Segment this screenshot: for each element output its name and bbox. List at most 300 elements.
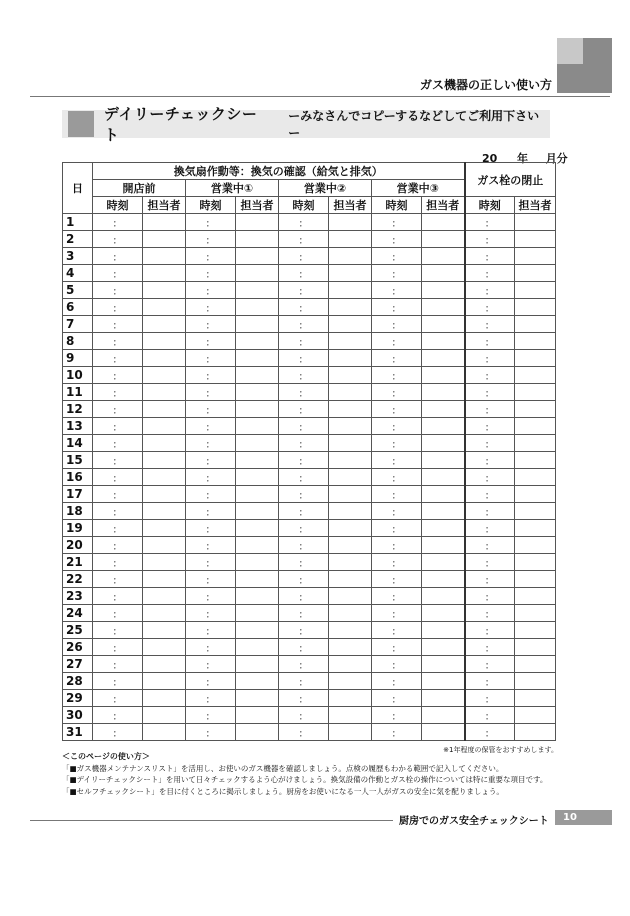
time-cell[interactable]: ：: [279, 452, 329, 469]
time-cell[interactable]: ：: [186, 316, 236, 333]
time-cell[interactable]: ：: [186, 384, 236, 401]
time-cell[interactable]: ：: [465, 469, 515, 486]
person-cell[interactable]: [329, 673, 372, 690]
person-cell[interactable]: [236, 571, 279, 588]
time-cell[interactable]: ：: [93, 299, 143, 316]
time-cell[interactable]: ：: [372, 367, 422, 384]
time-cell[interactable]: ：: [372, 384, 422, 401]
time-cell[interactable]: ：: [372, 418, 422, 435]
time-cell[interactable]: ：: [465, 299, 515, 316]
person-cell[interactable]: [515, 656, 556, 673]
person-cell[interactable]: [143, 639, 186, 656]
person-cell[interactable]: [515, 452, 556, 469]
time-cell[interactable]: ：: [93, 656, 143, 673]
person-cell[interactable]: [515, 707, 556, 724]
person-cell[interactable]: [422, 367, 465, 384]
person-cell[interactable]: [236, 316, 279, 333]
person-cell[interactable]: [236, 639, 279, 656]
person-cell[interactable]: [422, 316, 465, 333]
time-cell[interactable]: ：: [93, 367, 143, 384]
person-cell[interactable]: [422, 265, 465, 282]
time-cell[interactable]: ：: [465, 486, 515, 503]
time-cell[interactable]: ：: [465, 690, 515, 707]
person-cell[interactable]: [515, 690, 556, 707]
time-cell[interactable]: ：: [372, 554, 422, 571]
time-cell[interactable]: ：: [279, 299, 329, 316]
person-cell[interactable]: [515, 486, 556, 503]
person-cell[interactable]: [236, 622, 279, 639]
person-cell[interactable]: [236, 690, 279, 707]
time-cell[interactable]: ：: [279, 486, 329, 503]
time-cell[interactable]: ：: [279, 656, 329, 673]
person-cell[interactable]: [422, 503, 465, 520]
person-cell[interactable]: [515, 724, 556, 741]
person-cell[interactable]: [236, 520, 279, 537]
time-cell[interactable]: ：: [186, 571, 236, 588]
time-cell[interactable]: ：: [93, 452, 143, 469]
time-cell[interactable]: ：: [93, 503, 143, 520]
person-cell[interactable]: [329, 384, 372, 401]
person-cell[interactable]: [236, 656, 279, 673]
person-cell[interactable]: [515, 520, 556, 537]
person-cell[interactable]: [329, 503, 372, 520]
person-cell[interactable]: [515, 418, 556, 435]
person-cell[interactable]: [329, 690, 372, 707]
person-cell[interactable]: [329, 316, 372, 333]
person-cell[interactable]: [143, 673, 186, 690]
person-cell[interactable]: [422, 469, 465, 486]
time-cell[interactable]: ：: [372, 605, 422, 622]
time-cell[interactable]: ：: [279, 435, 329, 452]
person-cell[interactable]: [422, 231, 465, 248]
person-cell[interactable]: [515, 537, 556, 554]
time-cell[interactable]: ：: [186, 622, 236, 639]
time-cell[interactable]: ：: [279, 214, 329, 231]
time-cell[interactable]: ：: [186, 231, 236, 248]
person-cell[interactable]: [143, 690, 186, 707]
person-cell[interactable]: [143, 622, 186, 639]
person-cell[interactable]: [422, 333, 465, 350]
time-cell[interactable]: ：: [372, 707, 422, 724]
time-cell[interactable]: ：: [93, 418, 143, 435]
person-cell[interactable]: [422, 248, 465, 265]
time-cell[interactable]: ：: [465, 656, 515, 673]
person-cell[interactable]: [236, 554, 279, 571]
person-cell[interactable]: [422, 435, 465, 452]
person-cell[interactable]: [329, 656, 372, 673]
person-cell[interactable]: [143, 554, 186, 571]
time-cell[interactable]: ：: [465, 571, 515, 588]
time-cell[interactable]: ：: [465, 350, 515, 367]
time-cell[interactable]: ：: [465, 401, 515, 418]
time-cell[interactable]: ：: [186, 656, 236, 673]
person-cell[interactable]: [329, 707, 372, 724]
time-cell[interactable]: ：: [279, 469, 329, 486]
person-cell[interactable]: [143, 435, 186, 452]
person-cell[interactable]: [422, 350, 465, 367]
time-cell[interactable]: ：: [93, 248, 143, 265]
time-cell[interactable]: ：: [93, 316, 143, 333]
person-cell[interactable]: [329, 299, 372, 316]
time-cell[interactable]: ：: [186, 503, 236, 520]
time-cell[interactable]: ：: [465, 673, 515, 690]
person-cell[interactable]: [515, 350, 556, 367]
time-cell[interactable]: ：: [372, 622, 422, 639]
person-cell[interactable]: [515, 588, 556, 605]
person-cell[interactable]: [515, 214, 556, 231]
person-cell[interactable]: [329, 486, 372, 503]
person-cell[interactable]: [515, 401, 556, 418]
time-cell[interactable]: ：: [465, 384, 515, 401]
person-cell[interactable]: [329, 520, 372, 537]
person-cell[interactable]: [422, 707, 465, 724]
person-cell[interactable]: [515, 384, 556, 401]
time-cell[interactable]: ：: [186, 690, 236, 707]
time-cell[interactable]: ：: [465, 503, 515, 520]
time-cell[interactable]: ：: [93, 707, 143, 724]
person-cell[interactable]: [236, 605, 279, 622]
time-cell[interactable]: ：: [372, 282, 422, 299]
person-cell[interactable]: [515, 554, 556, 571]
person-cell[interactable]: [143, 486, 186, 503]
time-cell[interactable]: ：: [279, 248, 329, 265]
person-cell[interactable]: [143, 350, 186, 367]
person-cell[interactable]: [422, 724, 465, 741]
person-cell[interactable]: [236, 435, 279, 452]
time-cell[interactable]: ：: [186, 639, 236, 656]
time-cell[interactable]: ：: [93, 622, 143, 639]
person-cell[interactable]: [422, 452, 465, 469]
time-cell[interactable]: ：: [372, 401, 422, 418]
time-cell[interactable]: ：: [465, 282, 515, 299]
person-cell[interactable]: [515, 299, 556, 316]
person-cell[interactable]: [143, 299, 186, 316]
time-cell[interactable]: ：: [186, 282, 236, 299]
person-cell[interactable]: [236, 503, 279, 520]
time-cell[interactable]: ：: [186, 724, 236, 741]
time-cell[interactable]: ：: [93, 537, 143, 554]
person-cell[interactable]: [143, 724, 186, 741]
time-cell[interactable]: ：: [186, 350, 236, 367]
time-cell[interactable]: ：: [93, 333, 143, 350]
person-cell[interactable]: [422, 299, 465, 316]
person-cell[interactable]: [515, 265, 556, 282]
time-cell[interactable]: ：: [186, 401, 236, 418]
time-cell[interactable]: ：: [186, 214, 236, 231]
time-cell[interactable]: ：: [279, 639, 329, 656]
person-cell[interactable]: [515, 316, 556, 333]
person-cell[interactable]: [422, 605, 465, 622]
time-cell[interactable]: ：: [372, 639, 422, 656]
time-cell[interactable]: ：: [186, 265, 236, 282]
time-cell[interactable]: ：: [465, 435, 515, 452]
person-cell[interactable]: [143, 367, 186, 384]
time-cell[interactable]: ：: [279, 367, 329, 384]
person-cell[interactable]: [329, 265, 372, 282]
time-cell[interactable]: ：: [279, 690, 329, 707]
person-cell[interactable]: [329, 248, 372, 265]
time-cell[interactable]: ：: [93, 282, 143, 299]
time-cell[interactable]: ：: [93, 639, 143, 656]
person-cell[interactable]: [329, 231, 372, 248]
time-cell[interactable]: ：: [279, 503, 329, 520]
person-cell[interactable]: [236, 265, 279, 282]
time-cell[interactable]: ：: [279, 282, 329, 299]
person-cell[interactable]: [515, 367, 556, 384]
time-cell[interactable]: ：: [465, 554, 515, 571]
time-cell[interactable]: ：: [279, 265, 329, 282]
person-cell[interactable]: [329, 469, 372, 486]
time-cell[interactable]: ：: [279, 333, 329, 350]
person-cell[interactable]: [143, 282, 186, 299]
person-cell[interactable]: [143, 231, 186, 248]
person-cell[interactable]: [143, 571, 186, 588]
time-cell[interactable]: ：: [279, 520, 329, 537]
time-cell[interactable]: ：: [465, 248, 515, 265]
time-cell[interactable]: ：: [93, 520, 143, 537]
time-cell[interactable]: ：: [465, 537, 515, 554]
time-cell[interactable]: ：: [279, 418, 329, 435]
person-cell[interactable]: [329, 724, 372, 741]
person-cell[interactable]: [143, 520, 186, 537]
person-cell[interactable]: [329, 435, 372, 452]
time-cell[interactable]: ：: [372, 333, 422, 350]
person-cell[interactable]: [329, 282, 372, 299]
time-cell[interactable]: ：: [372, 656, 422, 673]
time-cell[interactable]: ：: [372, 231, 422, 248]
person-cell[interactable]: [329, 333, 372, 350]
person-cell[interactable]: [143, 316, 186, 333]
person-cell[interactable]: [143, 333, 186, 350]
person-cell[interactable]: [422, 537, 465, 554]
person-cell[interactable]: [329, 537, 372, 554]
person-cell[interactable]: [422, 486, 465, 503]
person-cell[interactable]: [329, 554, 372, 571]
person-cell[interactable]: [143, 537, 186, 554]
time-cell[interactable]: ：: [279, 316, 329, 333]
time-cell[interactable]: ：: [279, 588, 329, 605]
person-cell[interactable]: [422, 520, 465, 537]
time-cell[interactable]: ：: [372, 435, 422, 452]
person-cell[interactable]: [422, 622, 465, 639]
time-cell[interactable]: ：: [279, 537, 329, 554]
time-cell[interactable]: ：: [372, 690, 422, 707]
person-cell[interactable]: [236, 299, 279, 316]
time-cell[interactable]: ：: [465, 724, 515, 741]
person-cell[interactable]: [236, 384, 279, 401]
time-cell[interactable]: ：: [186, 299, 236, 316]
person-cell[interactable]: [329, 214, 372, 231]
time-cell[interactable]: ：: [372, 265, 422, 282]
time-cell[interactable]: ：: [465, 316, 515, 333]
time-cell[interactable]: ：: [372, 520, 422, 537]
person-cell[interactable]: [236, 231, 279, 248]
person-cell[interactable]: [422, 554, 465, 571]
time-cell[interactable]: ：: [465, 588, 515, 605]
person-cell[interactable]: [515, 673, 556, 690]
time-cell[interactable]: ：: [186, 333, 236, 350]
time-cell[interactable]: ：: [465, 622, 515, 639]
time-cell[interactable]: ：: [465, 214, 515, 231]
person-cell[interactable]: [143, 503, 186, 520]
person-cell[interactable]: [236, 469, 279, 486]
person-cell[interactable]: [515, 231, 556, 248]
time-cell[interactable]: ：: [465, 707, 515, 724]
person-cell[interactable]: [422, 282, 465, 299]
person-cell[interactable]: [329, 639, 372, 656]
person-cell[interactable]: [236, 537, 279, 554]
person-cell[interactable]: [236, 673, 279, 690]
time-cell[interactable]: ：: [465, 605, 515, 622]
person-cell[interactable]: [515, 622, 556, 639]
time-cell[interactable]: ：: [372, 452, 422, 469]
time-cell[interactable]: ：: [465, 418, 515, 435]
person-cell[interactable]: [329, 588, 372, 605]
time-cell[interactable]: ：: [465, 452, 515, 469]
time-cell[interactable]: ：: [465, 265, 515, 282]
time-cell[interactable]: ：: [372, 571, 422, 588]
person-cell[interactable]: [422, 588, 465, 605]
time-cell[interactable]: ：: [93, 724, 143, 741]
time-cell[interactable]: ：: [279, 554, 329, 571]
person-cell[interactable]: [143, 401, 186, 418]
time-cell[interactable]: ：: [186, 469, 236, 486]
person-cell[interactable]: [236, 214, 279, 231]
time-cell[interactable]: ：: [186, 435, 236, 452]
time-cell[interactable]: ：: [93, 265, 143, 282]
person-cell[interactable]: [422, 401, 465, 418]
time-cell[interactable]: ：: [186, 673, 236, 690]
time-cell[interactable]: ：: [279, 605, 329, 622]
person-cell[interactable]: [143, 418, 186, 435]
person-cell[interactable]: [143, 588, 186, 605]
person-cell[interactable]: [143, 214, 186, 231]
time-cell[interactable]: ：: [465, 367, 515, 384]
person-cell[interactable]: [236, 486, 279, 503]
person-cell[interactable]: [515, 605, 556, 622]
time-cell[interactable]: ：: [372, 469, 422, 486]
person-cell[interactable]: [422, 418, 465, 435]
time-cell[interactable]: ：: [186, 537, 236, 554]
person-cell[interactable]: [143, 452, 186, 469]
person-cell[interactable]: [236, 350, 279, 367]
time-cell[interactable]: ：: [93, 231, 143, 248]
person-cell[interactable]: [236, 707, 279, 724]
person-cell[interactable]: [143, 707, 186, 724]
person-cell[interactable]: [236, 401, 279, 418]
time-cell[interactable]: ：: [465, 333, 515, 350]
time-cell[interactable]: ：: [372, 588, 422, 605]
time-cell[interactable]: ：: [372, 486, 422, 503]
time-cell[interactable]: ：: [279, 571, 329, 588]
time-cell[interactable]: ：: [372, 724, 422, 741]
time-cell[interactable]: ：: [372, 299, 422, 316]
person-cell[interactable]: [329, 418, 372, 435]
person-cell[interactable]: [515, 571, 556, 588]
person-cell[interactable]: [515, 503, 556, 520]
time-cell[interactable]: ：: [93, 690, 143, 707]
time-cell[interactable]: ：: [279, 231, 329, 248]
time-cell[interactable]: ：: [93, 673, 143, 690]
time-cell[interactable]: ：: [186, 367, 236, 384]
time-cell[interactable]: ：: [93, 214, 143, 231]
person-cell[interactable]: [422, 384, 465, 401]
person-cell[interactable]: [143, 469, 186, 486]
person-cell[interactable]: [422, 639, 465, 656]
person-cell[interactable]: [515, 435, 556, 452]
time-cell[interactable]: ：: [372, 350, 422, 367]
person-cell[interactable]: [236, 452, 279, 469]
time-cell[interactable]: ：: [279, 622, 329, 639]
time-cell[interactable]: ：: [279, 350, 329, 367]
person-cell[interactable]: [422, 673, 465, 690]
time-cell[interactable]: ：: [186, 520, 236, 537]
person-cell[interactable]: [236, 248, 279, 265]
time-cell[interactable]: ：: [186, 588, 236, 605]
person-cell[interactable]: [515, 639, 556, 656]
time-cell[interactable]: ：: [186, 707, 236, 724]
time-cell[interactable]: ：: [372, 537, 422, 554]
time-cell[interactable]: ：: [279, 724, 329, 741]
person-cell[interactable]: [143, 605, 186, 622]
time-cell[interactable]: ：: [279, 707, 329, 724]
time-cell[interactable]: ：: [372, 503, 422, 520]
person-cell[interactable]: [515, 248, 556, 265]
time-cell[interactable]: ：: [93, 571, 143, 588]
time-cell[interactable]: ：: [465, 231, 515, 248]
time-cell[interactable]: ：: [93, 588, 143, 605]
time-cell[interactable]: ：: [186, 554, 236, 571]
time-cell[interactable]: ：: [465, 520, 515, 537]
person-cell[interactable]: [422, 656, 465, 673]
time-cell[interactable]: ：: [186, 605, 236, 622]
person-cell[interactable]: [515, 282, 556, 299]
person-cell[interactable]: [143, 248, 186, 265]
person-cell[interactable]: [143, 656, 186, 673]
time-cell[interactable]: ：: [186, 248, 236, 265]
time-cell[interactable]: ：: [93, 605, 143, 622]
time-cell[interactable]: ：: [93, 350, 143, 367]
person-cell[interactable]: [422, 690, 465, 707]
time-cell[interactable]: ：: [93, 435, 143, 452]
person-cell[interactable]: [515, 469, 556, 486]
person-cell[interactable]: [329, 350, 372, 367]
time-cell[interactable]: ：: [372, 673, 422, 690]
person-cell[interactable]: [143, 265, 186, 282]
time-cell[interactable]: ：: [186, 486, 236, 503]
person-cell[interactable]: [329, 622, 372, 639]
time-cell[interactable]: ：: [93, 401, 143, 418]
time-cell[interactable]: ：: [186, 418, 236, 435]
time-cell[interactable]: ：: [93, 486, 143, 503]
person-cell[interactable]: [236, 333, 279, 350]
time-cell[interactable]: ：: [186, 452, 236, 469]
time-cell[interactable]: ：: [372, 248, 422, 265]
time-cell[interactable]: ：: [372, 214, 422, 231]
person-cell[interactable]: [143, 384, 186, 401]
person-cell[interactable]: [329, 367, 372, 384]
person-cell[interactable]: [236, 724, 279, 741]
time-cell[interactable]: ：: [372, 316, 422, 333]
time-cell[interactable]: ：: [279, 384, 329, 401]
person-cell[interactable]: [422, 214, 465, 231]
person-cell[interactable]: [329, 452, 372, 469]
time-cell[interactable]: ：: [279, 401, 329, 418]
time-cell[interactable]: ：: [93, 469, 143, 486]
time-cell[interactable]: ：: [93, 554, 143, 571]
person-cell[interactable]: [329, 571, 372, 588]
person-cell[interactable]: [422, 571, 465, 588]
